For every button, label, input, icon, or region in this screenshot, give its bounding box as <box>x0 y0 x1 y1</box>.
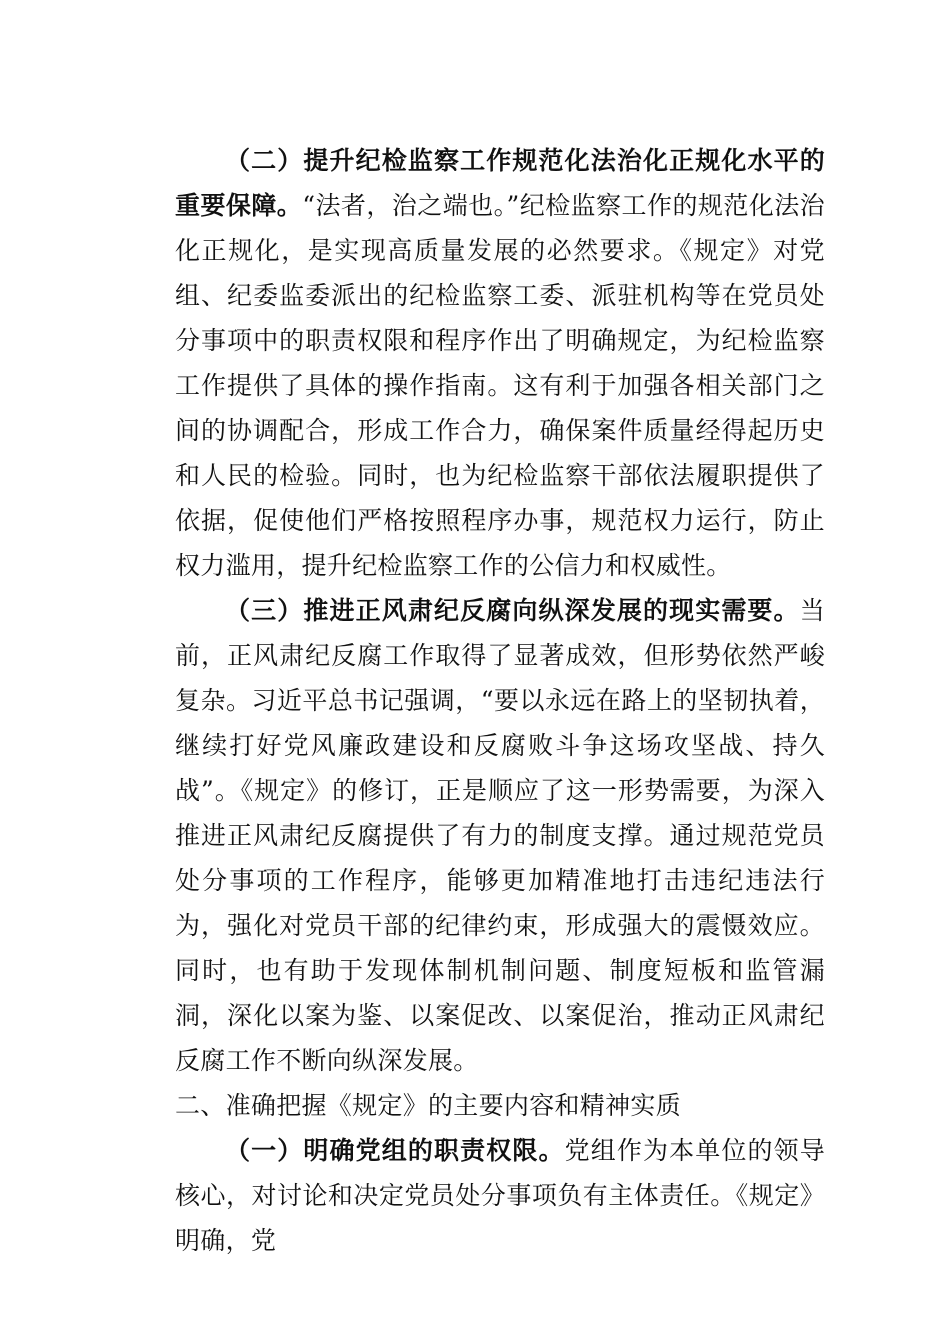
paragraph-text: “法者，治之端也。”纪检监察工作的规范化法治化正规化，是实现高质量发展的必然要求。《规定》对党组、纪委监委派出的纪检监察工委、派驻机构等在党员处分事项中的职责权限和程序作出了明确规定，为纪检监察工作提供了具体的操作指南。这有利于加强各相关部门之间的协调配合，形成工作合力，确保案件质量经得起历史和人民的检验。同时，也为纪检监察干部依法履职提供了依据，促使他们严格按照程序办事，规范权力运行，防止权力滥用，提升纪检监察工作的公信力和权威性。 <box>175 191 825 580</box>
paragraph-3-1 <box>175 1128 825 1263</box>
paragraph-text: 当前，正风肃纪反腐工作取得了显著成效，但形势依然严峻复杂。习近平总书记强调，“要以永远在路上的坚韧执着，继续打好党风廉政建设和反腐败斗争这场攻坚战、持久战”。《规定》的修订，正是顺应了这一形势需要，为深入推进正风肃纪反腐提供了有力的制度支撑。通过规范党员处分事项的工作程序，能够更加精准地打击违纪违法行为，强化对党员干部的纪律约束，形成强大的震慑效应。同时，也有助于发现体制机制问题、制度短板和监管漏洞，深化以案为鉴、以案促改、以案促治，推动正风肃纪反腐工作不断向纵深发展。 <box>175 596 825 1075</box>
section-heading <box>175 1083 825 1128</box>
paragraph-lead: （二）提升纪检监察工作规范化法治化正规化水平的重要保障。 <box>175 146 825 220</box>
section-heading-text: 二、准确把握《规定》的主要内容和精神实质 <box>175 1091 682 1120</box>
paragraph-lead: （一）明确党组的职责权限。 <box>225 1136 565 1165</box>
paragraph-lead: （三）推进正风肃纪反腐向纵深发展的现实需要。 <box>225 596 800 625</box>
paragraph-2-3 <box>175 588 825 1083</box>
paragraph-2-2 <box>175 138 825 588</box>
paragraph-text: 党组作为本单位的领导核心，对讨论和决定党员处分事项负有主体责任。《规定》明确，党 <box>175 1136 825 1255</box>
document-body <box>175 138 825 1263</box>
